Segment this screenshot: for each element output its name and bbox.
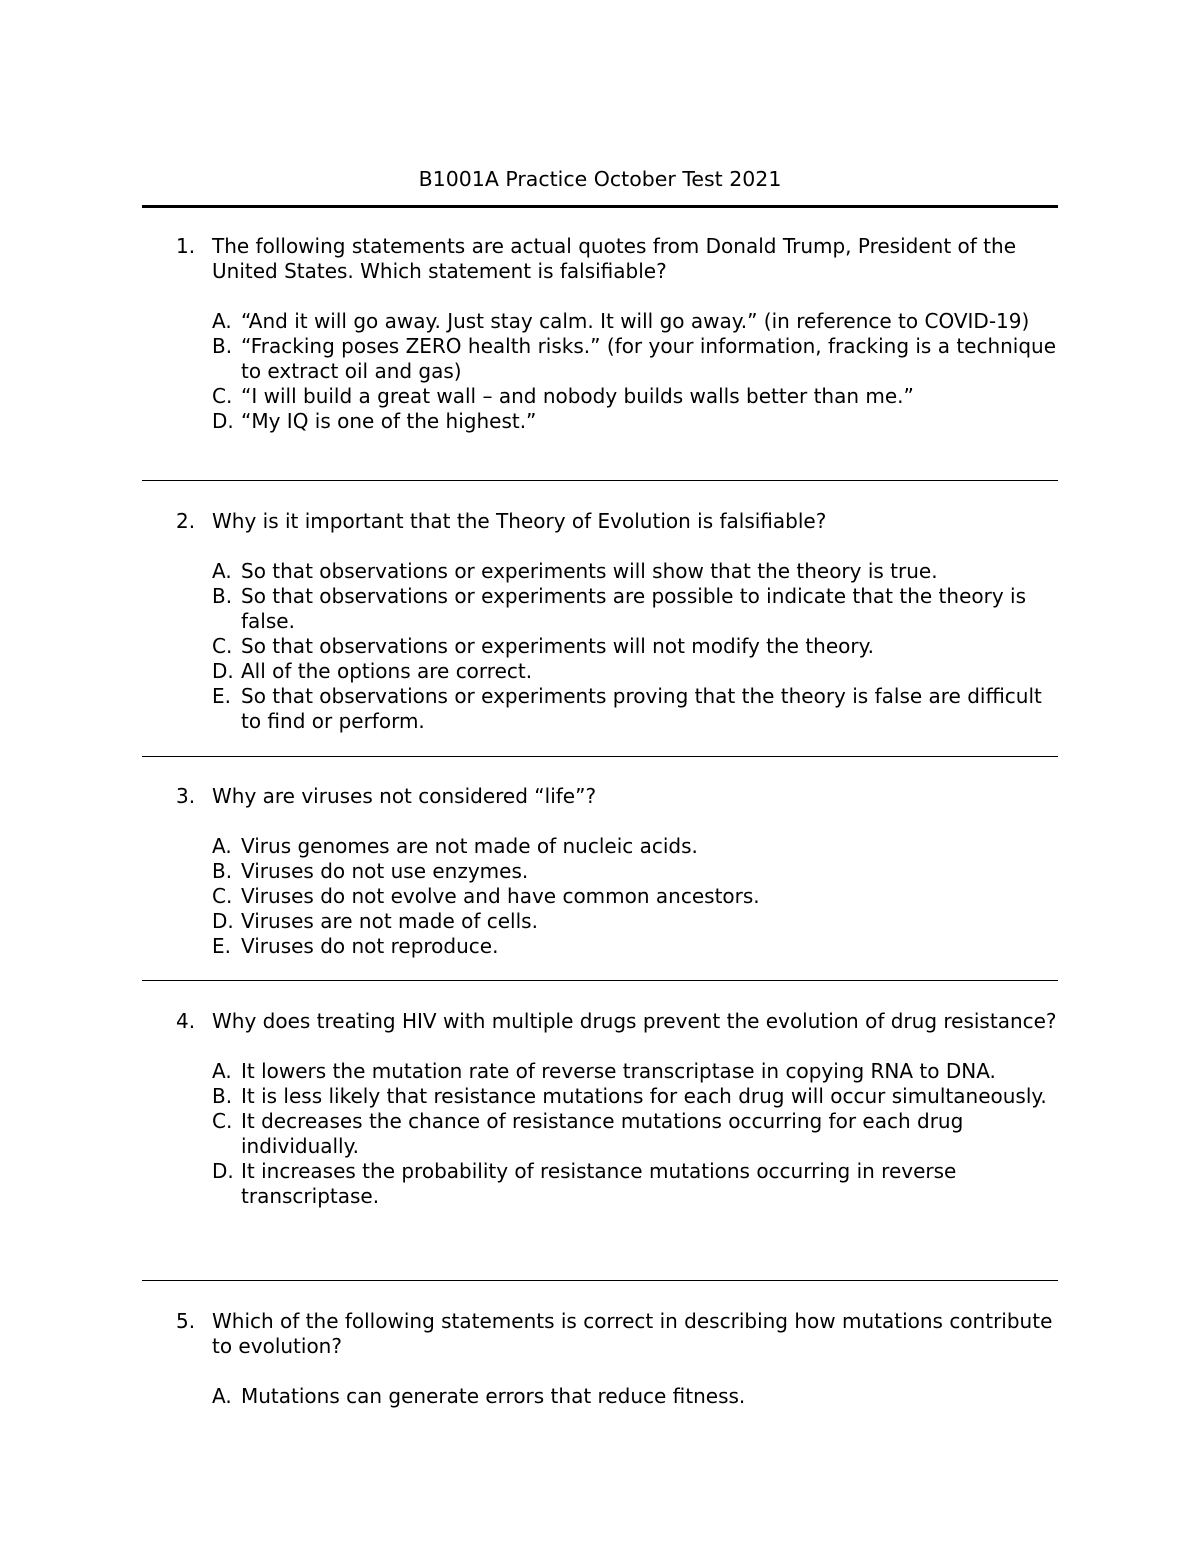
- option-letter: A.: [212, 559, 232, 583]
- answer-options: [0, 309, 1200, 434]
- question-text: Why is it important that the Theory of Evolution is falsifiable?: [212, 509, 827, 533]
- option-letter: C.: [212, 634, 233, 658]
- question-1: [0, 234, 1200, 434]
- question-text: Why does treating HIV with multiple drugs prevent the evolution of drug resistance?: [212, 1009, 1057, 1033]
- answer-option: [0, 409, 1061, 434]
- question-number: 3.: [176, 784, 196, 808]
- answer-option: [0, 1384, 1061, 1409]
- option-letter: A.: [212, 1384, 232, 1408]
- question-5: [0, 1309, 1200, 1409]
- question-2: [0, 509, 1200, 734]
- option-text: So that observations or experiments will show that the theory is true.: [241, 559, 938, 583]
- answer-option: [0, 934, 1061, 959]
- answer-options: [0, 1384, 1200, 1409]
- option-text: “Fracking poses ZERO health risks.” (for your information, fracking is a technique to extract oil and gas): [241, 334, 1057, 383]
- answer-options: [0, 834, 1200, 959]
- question-3: [0, 784, 1200, 959]
- answer-option: [0, 659, 1061, 684]
- option-text: It lowers the mutation rate of reverse transcriptase in copying RNA to DNA.: [241, 1059, 996, 1083]
- answer-option: [0, 859, 1061, 884]
- option-text: Mutations can generate errors that reduce fitness.: [241, 1384, 746, 1408]
- answer-option: [0, 909, 1061, 934]
- answer-option: [0, 1084, 1061, 1109]
- option-letter: D.: [212, 909, 234, 933]
- question-stem: [0, 234, 1062, 284]
- answer-option: [0, 1109, 1061, 1159]
- question-number: 5.: [176, 1309, 196, 1333]
- option-letter: A.: [212, 1059, 232, 1083]
- option-text: So that observations or experiments are possible to indicate that the theory is false.: [241, 584, 1027, 633]
- answer-option: [0, 559, 1061, 584]
- option-text: Virus genomes are not made of nucleic acids.: [241, 834, 698, 858]
- answer-option: [0, 384, 1061, 409]
- option-text: Viruses do not evolve and have common ancestors.: [241, 884, 760, 908]
- answer-option: [0, 584, 1061, 634]
- option-text: Viruses are not made of cells.: [241, 909, 538, 933]
- option-letter: A.: [212, 309, 232, 333]
- option-text: So that observations or experiments will not modify the theory.: [241, 634, 874, 658]
- option-text: It is less likely that resistance mutations for each drug will occur simultaneously.: [241, 1084, 1047, 1108]
- option-letter: D.: [212, 659, 234, 683]
- question-text: Why are viruses not considered “life”?: [212, 784, 597, 808]
- answer-option: [0, 1059, 1061, 1084]
- title-divider: [142, 205, 1058, 208]
- answer-option: [0, 1159, 1061, 1209]
- question-text: The following statements are actual quotes from Donald Trump, President of the United States. Which statement is falsifiable?: [212, 234, 1016, 283]
- question-4: [0, 1009, 1200, 1209]
- option-text: “My IQ is one of the highest.”: [241, 409, 537, 433]
- page-title: B1001A Practice October Test 2021: [418, 167, 782, 191]
- option-text: It decreases the chance of resistance mutations occurring for each drug individually.: [241, 1109, 964, 1158]
- option-letter: A.: [212, 834, 232, 858]
- answer-option: [0, 309, 1061, 334]
- option-text: So that observations or experiments proving that the theory is false are difficult to find or perform.: [241, 684, 1042, 733]
- answer-option: [0, 634, 1061, 659]
- option-letter: D.: [212, 409, 234, 433]
- question-stem: [0, 509, 1062, 534]
- option-letter: C.: [212, 1109, 233, 1133]
- option-letter: B.: [212, 584, 233, 608]
- question-stem: [0, 1009, 1062, 1034]
- question-stem: [0, 1309, 1062, 1359]
- option-letter: B.: [212, 1084, 233, 1108]
- option-letter: C.: [212, 884, 233, 908]
- question-divider: [142, 980, 1058, 981]
- option-text: It increases the probability of resistance mutations occurring in reverse transcriptase.: [241, 1159, 957, 1208]
- option-text: All of the options are correct.: [241, 659, 533, 683]
- option-letter: D.: [212, 1159, 234, 1183]
- question-number: 4.: [176, 1009, 196, 1033]
- question-divider: [142, 1280, 1058, 1281]
- question-number: 1.: [176, 234, 196, 258]
- answer-options: [0, 559, 1200, 734]
- answer-option: [0, 884, 1061, 909]
- question-divider: [142, 480, 1058, 481]
- question-divider: [142, 756, 1058, 757]
- answer-option: [0, 684, 1061, 734]
- answer-option: [0, 834, 1061, 859]
- option-letter: B.: [212, 334, 233, 358]
- option-letter: E.: [212, 934, 231, 958]
- option-letter: B.: [212, 859, 233, 883]
- option-letter: E.: [212, 684, 231, 708]
- question-text: Which of the following statements is correct in describing how mutations contribute to evolution?: [212, 1309, 1053, 1358]
- option-text: “I will build a great wall – and nobody builds walls better than me.”: [241, 384, 914, 408]
- option-letter: C.: [212, 384, 233, 408]
- question-stem: [0, 784, 1062, 809]
- question-number: 2.: [176, 509, 196, 533]
- answer-option: [0, 334, 1061, 384]
- option-text: Viruses do not use enzymes.: [241, 859, 529, 883]
- answer-options: [0, 1059, 1200, 1209]
- option-text: Viruses do not reproduce.: [241, 934, 499, 958]
- option-text: “And it will go away. Just stay calm. It will go away.” (in reference to COVID-19): [241, 309, 1030, 333]
